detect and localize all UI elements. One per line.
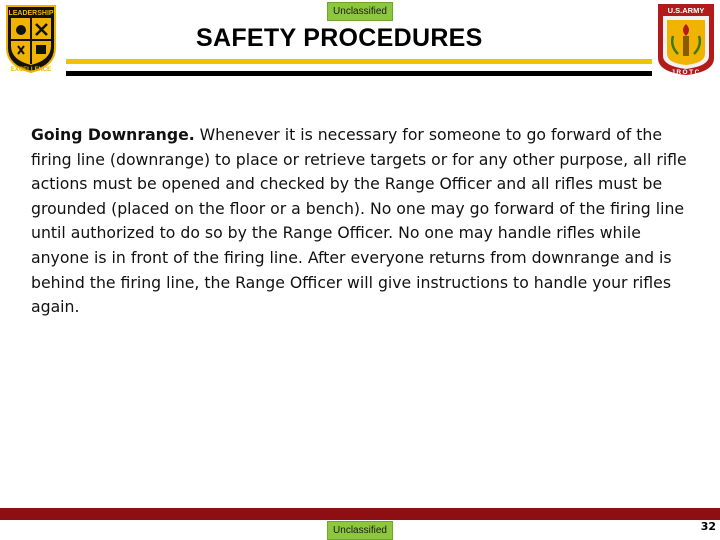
classification-banner-bottom: Unclassified bbox=[327, 521, 393, 540]
paragraph-lead: Going Downrange. bbox=[31, 125, 195, 144]
page-title: SAFETY PROCEDURES bbox=[196, 24, 483, 52]
shield-text-bottom: JROTC bbox=[671, 69, 701, 76]
footer-bar bbox=[0, 508, 720, 520]
classification-banner-top: Unclassified bbox=[327, 2, 393, 21]
leadership-excellence-crest-icon bbox=[4, 2, 58, 74]
crest-text-top: LEADERSHIP bbox=[8, 10, 54, 17]
crest-text-bottom: EXCELLENCE bbox=[10, 67, 52, 73]
us-army-jrotc-torch-icon bbox=[656, 2, 716, 76]
paragraph-text: Whenever it is necessary for someone to go forward of the firing line (downrange) to place or retrieve targets or for any other purpose, all rifle actions must be opened and checked by the Range Officer and all rifles must be grounded (placed on the floor or a bench). No one may go forward of the firing line until authorized to do so by the Range Officer. No one may handle rifles while anyone is in front of the firing line. After everyone returns from downrange and is behind the firing line, the Range Officer will give instructions to handle your rifles again. bbox=[31, 125, 687, 317]
body-paragraph bbox=[31, 123, 696, 320]
title-divider-black bbox=[66, 71, 652, 76]
shield-text-top: U.S.ARMY bbox=[667, 6, 705, 15]
title-divider-gold bbox=[66, 59, 652, 64]
page-number: 32 bbox=[700, 520, 716, 533]
